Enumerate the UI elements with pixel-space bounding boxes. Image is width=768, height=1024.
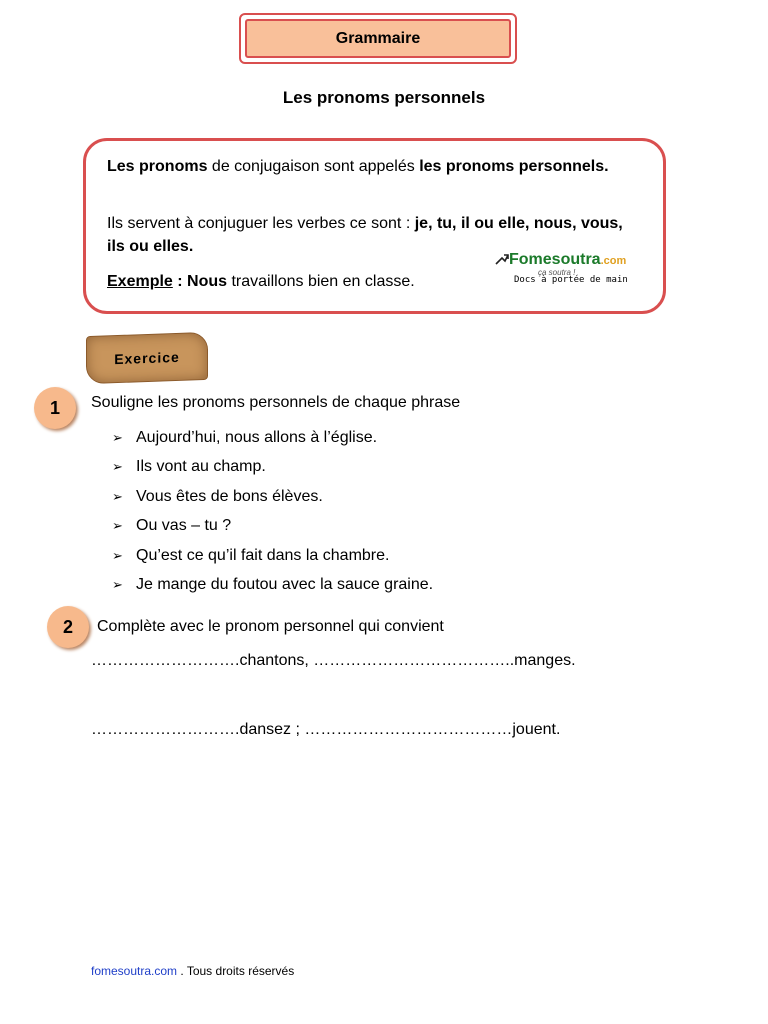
list-item xyxy=(112,573,433,602)
rule-pronoun-list: je, tu, il ou elle, nous, vous, ils ou elles. xyxy=(107,215,623,255)
logo-suffix: .com xyxy=(600,255,627,267)
sentence-text: Ils vont au champ. xyxy=(136,458,266,476)
logo-wordmark xyxy=(495,251,626,269)
arrow-bullet-icon: ➢ xyxy=(112,518,123,534)
sentence-text: Je mange du foutou avec la sauce graine. xyxy=(136,575,434,593)
rule-text: de conjugaison sont appelés xyxy=(207,158,420,175)
arrow-bullet-icon: ➢ xyxy=(112,576,123,592)
sentence-text: Aujourd’hui, nous allons à l’église. xyxy=(136,429,378,446)
example-label: Exemple xyxy=(107,273,173,290)
list-item xyxy=(112,544,433,573)
title-frame xyxy=(239,13,517,64)
footer xyxy=(91,964,294,978)
fomesoutra-logo xyxy=(495,251,655,285)
logo-slogan: ça soutra ! xyxy=(538,268,576,277)
question-1-instruction: Souligne les pronoms personnels de chaque phrase xyxy=(91,394,461,411)
page-title: Grammaire xyxy=(245,19,511,58)
arrow-bullet-icon: ➢ xyxy=(112,547,123,563)
fill-in-line-1: ……………………….chantons, ………………………………..manges. xyxy=(91,652,576,669)
example-pronoun: Nous xyxy=(187,273,228,290)
rule-paragraph-1 xyxy=(107,155,641,178)
example-colon: : xyxy=(172,273,188,290)
sentence-text: Ou vas – tu ? xyxy=(136,517,232,535)
arrow-bullet-icon: ➢ xyxy=(112,488,123,504)
list-item xyxy=(112,426,433,455)
exercise-tag: Exercice xyxy=(86,332,208,384)
arrow-bullet-icon: ➢ xyxy=(112,459,123,475)
rule-bold-les-pronoms: Les pronoms xyxy=(107,158,208,175)
rule-bold-pronoms-personnels: les pronoms personnels. xyxy=(419,158,609,175)
logo-main-text: Fomesoutra xyxy=(509,251,601,268)
logo-tagline: Docs à portée de main xyxy=(514,275,628,285)
question-2-instruction: Complète avec le pronom personnel qui convient xyxy=(97,618,444,635)
list-item xyxy=(112,514,433,543)
logo-arrow-icon xyxy=(495,253,509,265)
sentence-text: Qu’est ce qu’il fait dans la chambre. xyxy=(136,546,390,564)
rule-text: Ils servent à conjuguer les verbes ce sont : xyxy=(107,215,415,232)
example-text: travaillons bien en classe. xyxy=(227,273,415,290)
question-2-badge: 2 xyxy=(47,606,89,648)
rule-box xyxy=(83,138,666,314)
fill-in-line-2: ……………………….dansez ; …………………………………jouent. xyxy=(91,721,561,738)
question-1-badge: 1 xyxy=(34,387,76,429)
lesson-subtitle: Les pronoms personnels xyxy=(282,88,486,107)
list-item xyxy=(112,455,433,484)
footer-site-link[interactable]: fomesoutra.com xyxy=(91,964,178,978)
list-item xyxy=(112,485,433,514)
sentence-text: Vous êtes de bons élèves. xyxy=(136,487,323,505)
footer-rights: . Tous droits réservés xyxy=(177,964,295,978)
sentence-list xyxy=(112,426,433,602)
arrow-bullet-icon: ➢ xyxy=(112,430,123,445)
